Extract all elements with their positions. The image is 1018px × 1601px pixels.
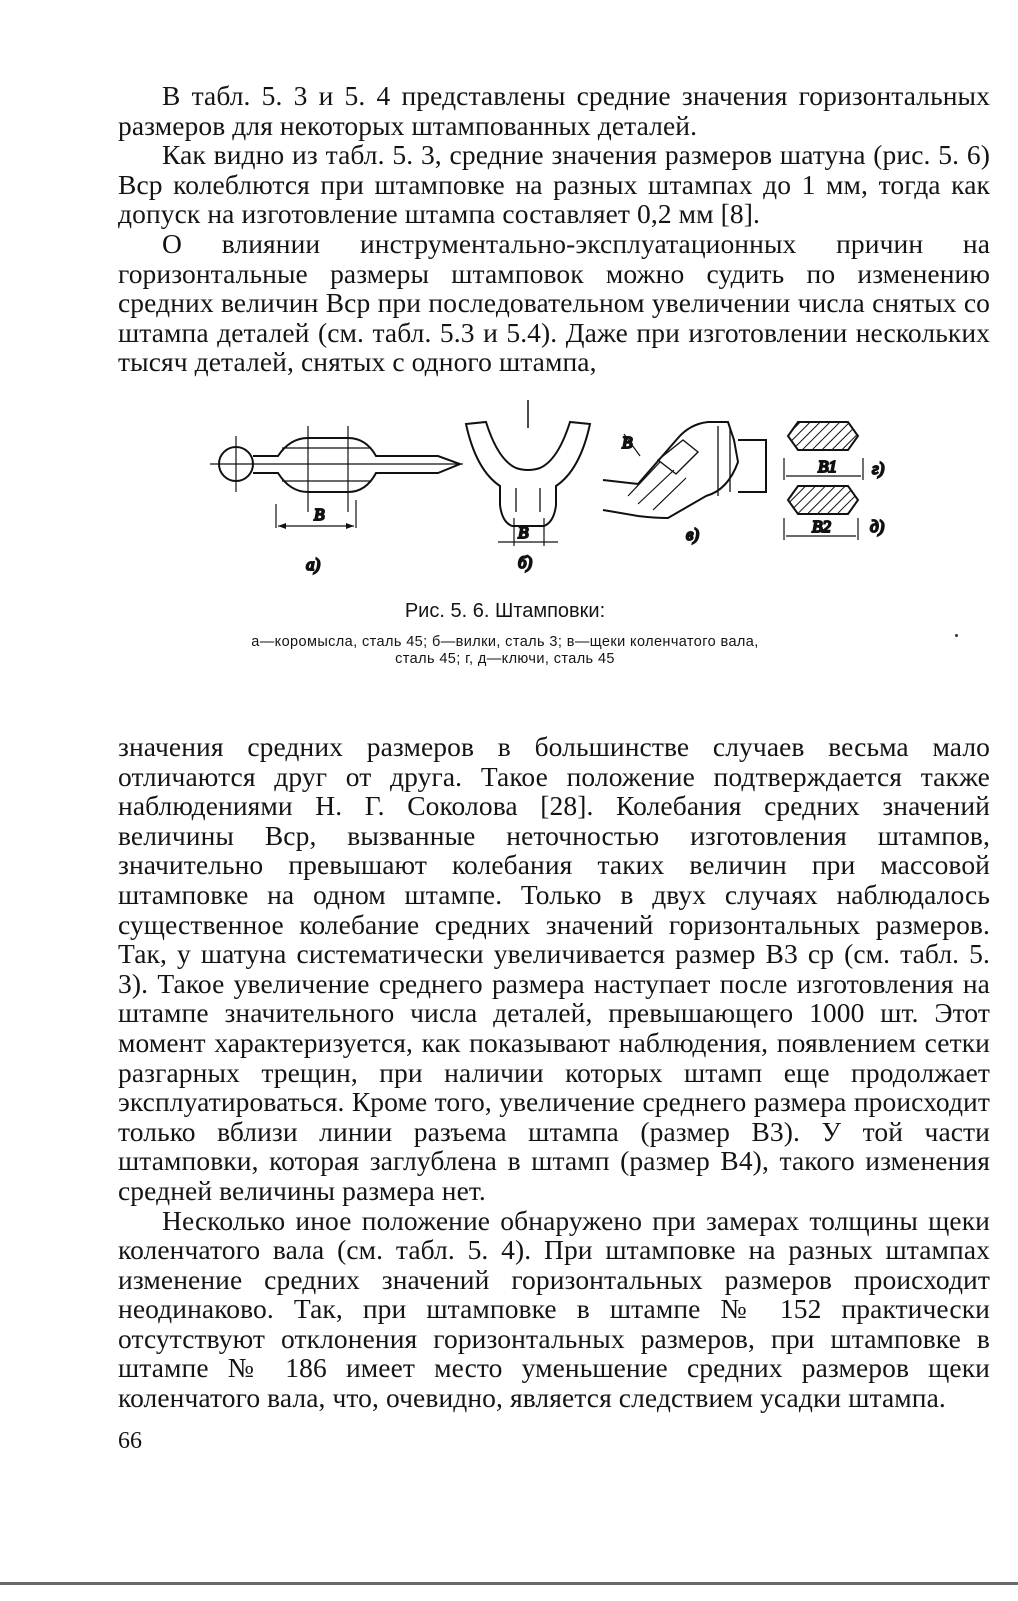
rocker-arm-drawing — [210, 426, 463, 574]
page-number: 66 — [118, 1428, 142, 1454]
dim-label-B2: B2 — [812, 517, 831, 536]
crank-cheek-drawing — [603, 422, 766, 544]
paragraph-2: Как видно из табл. 5. 3, средние значения размеров шатуна (рис. 5. 6) Bср колеблются при штамповке на разных штампах до 1 мм, тогда как допуск на изготовление штампа составляет 0,2 мм [8]. — [118, 139, 990, 230]
fork-drawing — [466, 400, 590, 572]
caption-line-1: а—коромысла, сталь 45; б—вилки, сталь 3; в—щеки коленчатого вала, — [251, 634, 759, 650]
label-d: д) — [870, 517, 885, 536]
scan-speck — [955, 634, 958, 637]
label-v: в) — [686, 525, 700, 544]
paragraph-1: В табл. 5. 3 и 5. 4 представлены средние значения горизонтальных размеров для некоторых штампованных деталей. — [118, 80, 990, 141]
key-d-drawing — [784, 486, 885, 540]
figure-forgings — [198, 400, 918, 590]
caption-title: Рис. 5. 6. Штамповки: — [404, 600, 606, 622]
text-block-top — [118, 81, 990, 377]
text-block-bottom — [118, 732, 990, 1413]
paragraph-4: значения средних размеров в большинстве случаев весьма мало отличаются друг от друга. Такое положение подтверждается также наблюдениями Н. Г. Соколова [28]. Колебания средних значений величины Bср, вызванные неточностью изготовления штампов, значительно превышают колебания таких величин при массовой штамповке на одном штампе. Только в двух случаях наблюдалось существенное колебание средних значений горизонтальных размеров. Так, у шатуна систематически увеличивается размер B3 ср (см. табл. 5. 3). Такое увеличение среднего размера наступает после изготовления на штампе значительного числа деталей, превышающего 1000 шт. Этот момент характеризуется, как показывают наблюдения, появлением сетки разгарных трещин, при наличии которых штамп еще продолжает эксплуатироваться. Кроме того, увеличение среднего размера происходит только вблизи линии разъема штампа (размер B3). У той части штамповки, которая заглублена в штамп (размер B4), такого изменения средней величины размера нет. — [118, 731, 990, 1206]
dim-label-B-a: B — [314, 505, 325, 524]
key-g-drawing — [784, 422, 885, 480]
dim-label-B1: B1 — [818, 457, 837, 476]
figure-caption — [140, 598, 870, 668]
label-g: г) — [872, 459, 885, 478]
label-a: а) — [306, 555, 321, 574]
label-b: б) — [518, 553, 533, 572]
scan-edge-rule — [0, 1582, 1018, 1585]
dim-label-B-b: B — [518, 523, 529, 542]
dim-label-B-v: B — [622, 433, 633, 452]
paragraph-5: Несколько иное положение обнаружено при замерах толщины щеки коленчатого вала (см. табл. 5. 4). При штамповке на разных штампах изменение средних значений горизонтальных размеров происходит неодинаково. Так, при штамповке в штампе № 152 практически отсутствуют отклонения горизонтальных размеров, при штамповке в штампе № 186 имеет место уменьшение средних размеров щеки коленчатого вала, что, очевидно, является следствием усадки штампа. — [118, 1204, 990, 1414]
paragraph-3: О влиянии инструментально-эксплуатационных причин на горизонтальные размеры штамповок можно судить по изменению средних величин Bср при последовательном увеличении числа снятых со штампа деталей (см. табл. 5.3 и 5.4). Даже при изготовлении нескольких тысяч деталей, снятых с одного штампа, — [118, 227, 990, 378]
caption-line-2: сталь 45; г, д—ключи, сталь 45 — [395, 651, 615, 667]
